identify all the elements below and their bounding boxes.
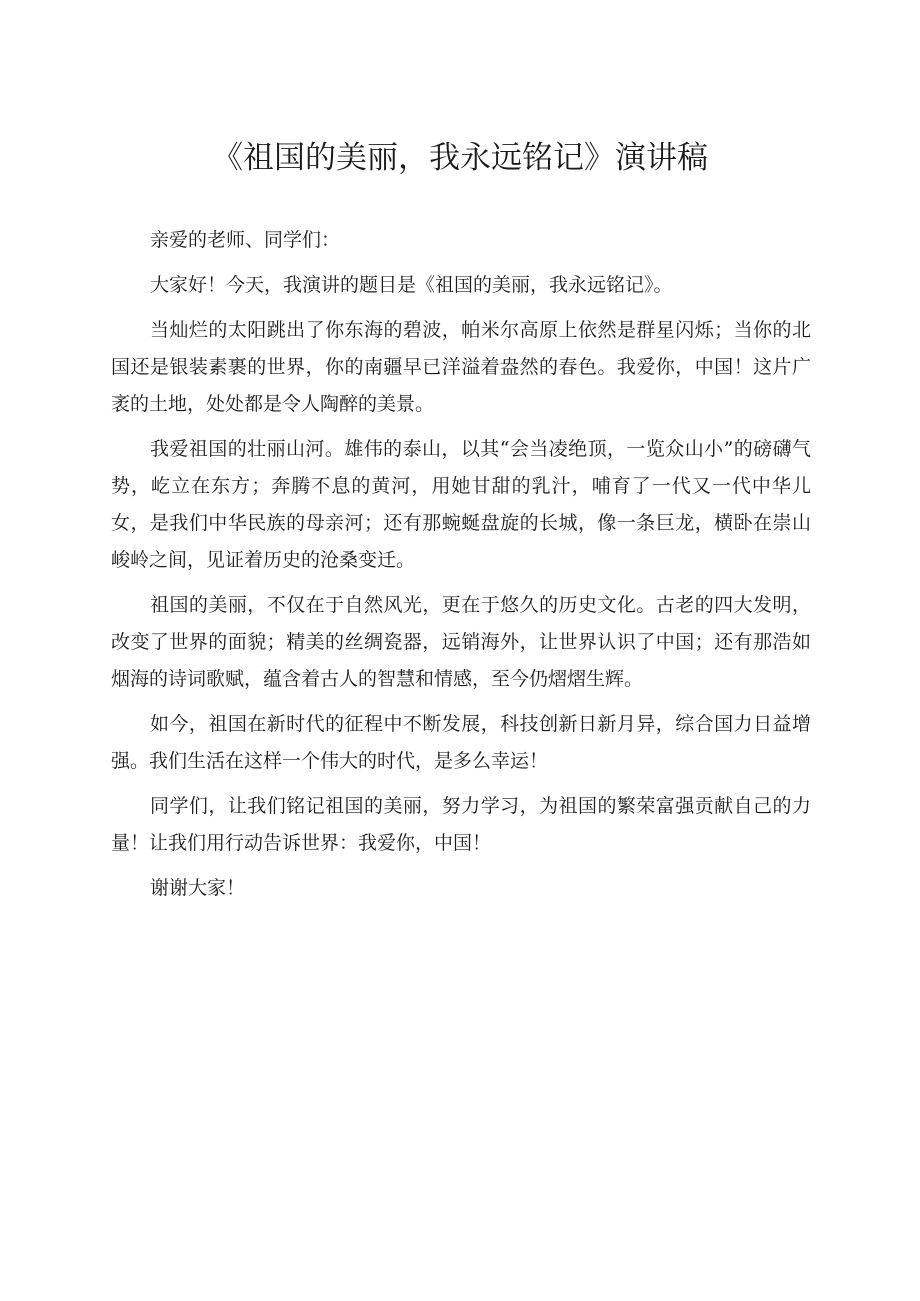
paragraph: 祖国的美丽，不仅在于自然风光，更在于悠久的历史文化。古老的四大发明，改变了世界的面貌；精美的丝绸瓷器，远销海外，让世界认识了中国；还有那浩如烟海的诗词歌赋，蕴含着古人的智慧和情感，至今仍熠熠生辉。 [111,594,811,690]
paragraph: 同学们，让我们铭记祖国的美丽，努力学习，为祖国的繁荣富强贡献自己的力量！让我们用行动告诉世界：我爱你，中国！ [111,795,811,854]
paragraph-greeting: 大家好！今天，我演讲的题目是《祖国的美丽，我永远铭记》。 [150,274,673,296]
document-title: 《祖国的美丽，我永远铭记》演讲稿 [212,140,708,176]
paragraph: 当灿烂的太阳跳出了你东海的碧波，帕米尔高原上依然是群星闪烁；当你的北国还是银装素裹的世界，你的南疆早已洋溢着盎然的春色。我爱你，中国！这片广袤的土地，处处都是令人陶醉的美景。 [111,319,811,415]
paragraph: 如今，祖国在新时代的征程中不断发展，科技创新日新月异，综合国力日益增强。我们生活在这样一个伟大的时代，是多么幸运！ [111,713,811,772]
document-body [111,222,811,915]
paragraph-closing: 谢谢大家！ [150,877,246,899]
paragraph-salutation: 亲爱的老师、同学们： [150,229,341,251]
paragraph: 我爱祖国的壮丽山河。雄伟的泰山，以其“会当凌绝顶，一览众山小”的磅礴气势，屹立在东方；奔腾不息的黄河，用她甘甜的乳汁，哺育了一代又一代中华儿女，是我们中华民族的母亲河；还有那蜿蜒盘旋的长城，像一条巨龙，横卧在崇山峻岭之间，见证着历史的沧桑变迁。 [111,438,811,571]
